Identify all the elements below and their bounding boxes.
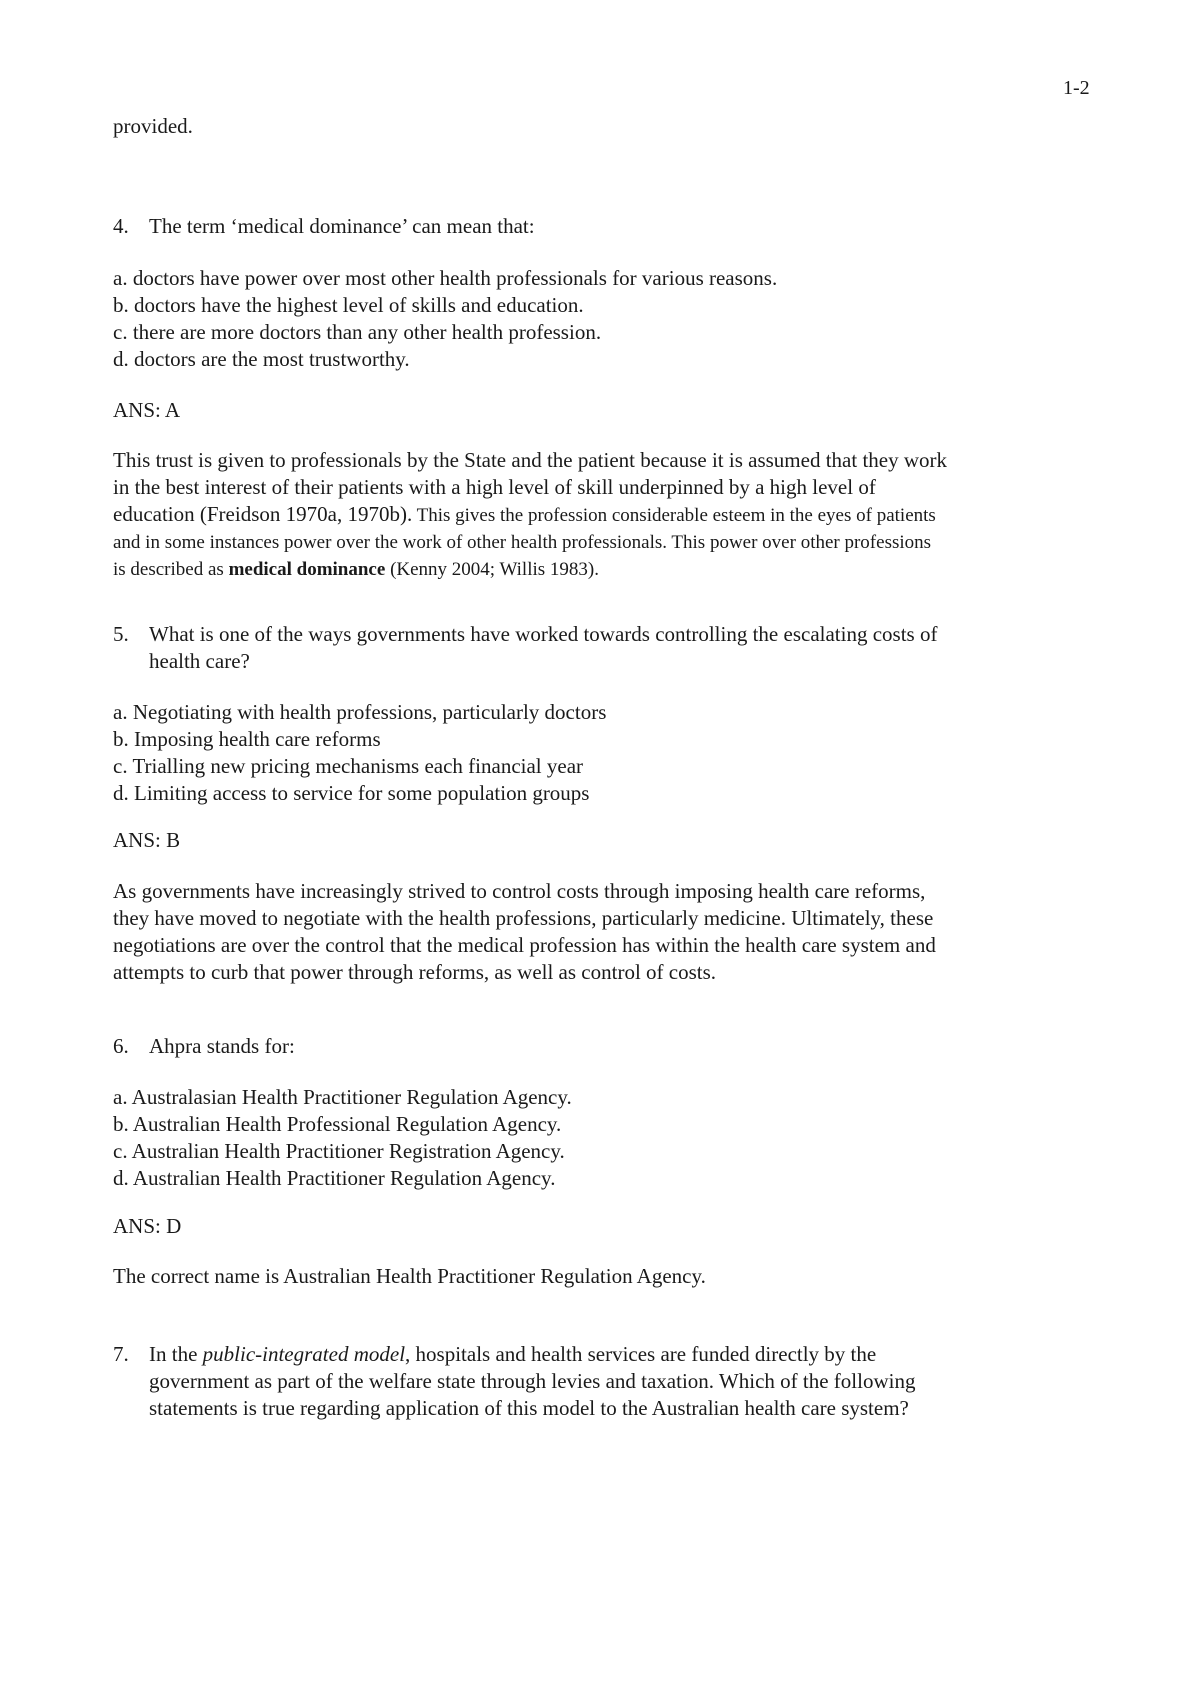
explanation-citation: education (Freidson 1970a, 1970b). bbox=[113, 502, 413, 526]
question-number: 7. bbox=[113, 1342, 129, 1366]
question-5-options bbox=[113, 699, 1073, 807]
explanation-fragment: is described as bbox=[113, 559, 229, 580]
explanation-line: This trust is given to professionals by the State and the patient because it is assumed that they work bbox=[113, 448, 948, 472]
option-d: d. Australian Health Practitioner Regulation Agency. bbox=[113, 1166, 556, 1190]
question-text bbox=[149, 1341, 1073, 1422]
option-b: b. Australian Health Professional Regulation Agency. bbox=[113, 1112, 562, 1136]
question-text: The term ‘medical dominance’ can mean that: bbox=[149, 214, 535, 238]
answer-4: ANS: A bbox=[113, 398, 181, 422]
question-fragment: , hospitals and health services are funded directly by the bbox=[405, 1342, 877, 1366]
answer-6: ANS: D bbox=[113, 1214, 182, 1238]
question-4 bbox=[113, 213, 1073, 240]
explanation-citation: (Kenny 2004; Willis 1983). bbox=[385, 559, 599, 580]
question-fragment: In the bbox=[149, 1342, 203, 1366]
question-6-options bbox=[113, 1084, 1073, 1192]
explanation-fragment: This gives the profession considerable esteem in the eyes of patients bbox=[412, 505, 936, 526]
option-b: b. doctors have the highest level of skills and education. bbox=[113, 293, 584, 317]
question-text bbox=[149, 621, 1073, 675]
option-c: c. there are more doctors than any other health profession. bbox=[113, 320, 602, 344]
model-term: public-integrated model bbox=[202, 1342, 406, 1366]
question-5 bbox=[113, 621, 1073, 675]
explanation-line bbox=[113, 556, 1073, 583]
option-d: d. Limiting access to service for some population groups bbox=[113, 781, 590, 805]
explanation-line: negotiations are over the control that the medical profession has within the health care system and bbox=[113, 933, 936, 957]
option-b: b. Imposing health care reforms bbox=[113, 727, 381, 751]
explanation-line: As governments have increasingly strived to control costs through imposing health care reforms, bbox=[113, 879, 926, 903]
explanation-line: they have moved to negotiate with the health professions, particularly medicine. Ultimately, these bbox=[113, 906, 934, 930]
answer-5: ANS: B bbox=[113, 828, 181, 852]
explanation-4 bbox=[113, 447, 1073, 583]
option-a: a. Negotiating with health professions, particularly doctors bbox=[113, 700, 607, 724]
question-text-line: government as part of the welfare state through levies and taxation. Which of the following bbox=[149, 1369, 916, 1393]
explanation-line: and in some instances power over the work of other health professionals. This power over other professions bbox=[113, 532, 932, 553]
question-text-line: statements is true regarding application of this model to the Australian health care system? bbox=[149, 1396, 909, 1420]
explanation-line bbox=[113, 501, 1073, 529]
question-6 bbox=[113, 1033, 1073, 1060]
question-7 bbox=[113, 1341, 1073, 1422]
option-c: c. Trialling new pricing mechanisms each financial year bbox=[113, 754, 584, 778]
explanation-6: The correct name is Australian Health Practitioner Regulation Agency. bbox=[113, 1264, 706, 1288]
explanation-line: attempts to curb that power through reforms, as well as control of costs. bbox=[113, 960, 717, 984]
question-number: 5. bbox=[113, 622, 129, 646]
question-number: 6. bbox=[113, 1034, 129, 1058]
question-number: 4. bbox=[113, 214, 129, 238]
explanation-5 bbox=[113, 878, 1073, 986]
option-d: d. doctors are the most trustworthy. bbox=[113, 347, 410, 371]
question-text-line: What is one of the ways governments have worked towards controlling the escalating costs of bbox=[149, 622, 938, 646]
page-number: 1-2 bbox=[1063, 77, 1090, 99]
carryover-text: provided. bbox=[113, 114, 193, 138]
explanation-line: in the best interest of their patients with a high level of skill underpinned by a high level of bbox=[113, 475, 876, 499]
question-4-options bbox=[113, 265, 1073, 373]
question-text-line bbox=[149, 1341, 1073, 1368]
question-text: Ahpra stands for: bbox=[149, 1034, 295, 1058]
key-term: medical dominance bbox=[228, 559, 386, 580]
option-a: a. doctors have power over most other health professionals for various reasons. bbox=[113, 266, 778, 290]
option-a: a. Australasian Health Practitioner Regulation Agency. bbox=[113, 1085, 572, 1109]
option-c: c. Australian Health Practitioner Registration Agency. bbox=[113, 1139, 565, 1163]
question-text-line: health care? bbox=[149, 649, 250, 673]
